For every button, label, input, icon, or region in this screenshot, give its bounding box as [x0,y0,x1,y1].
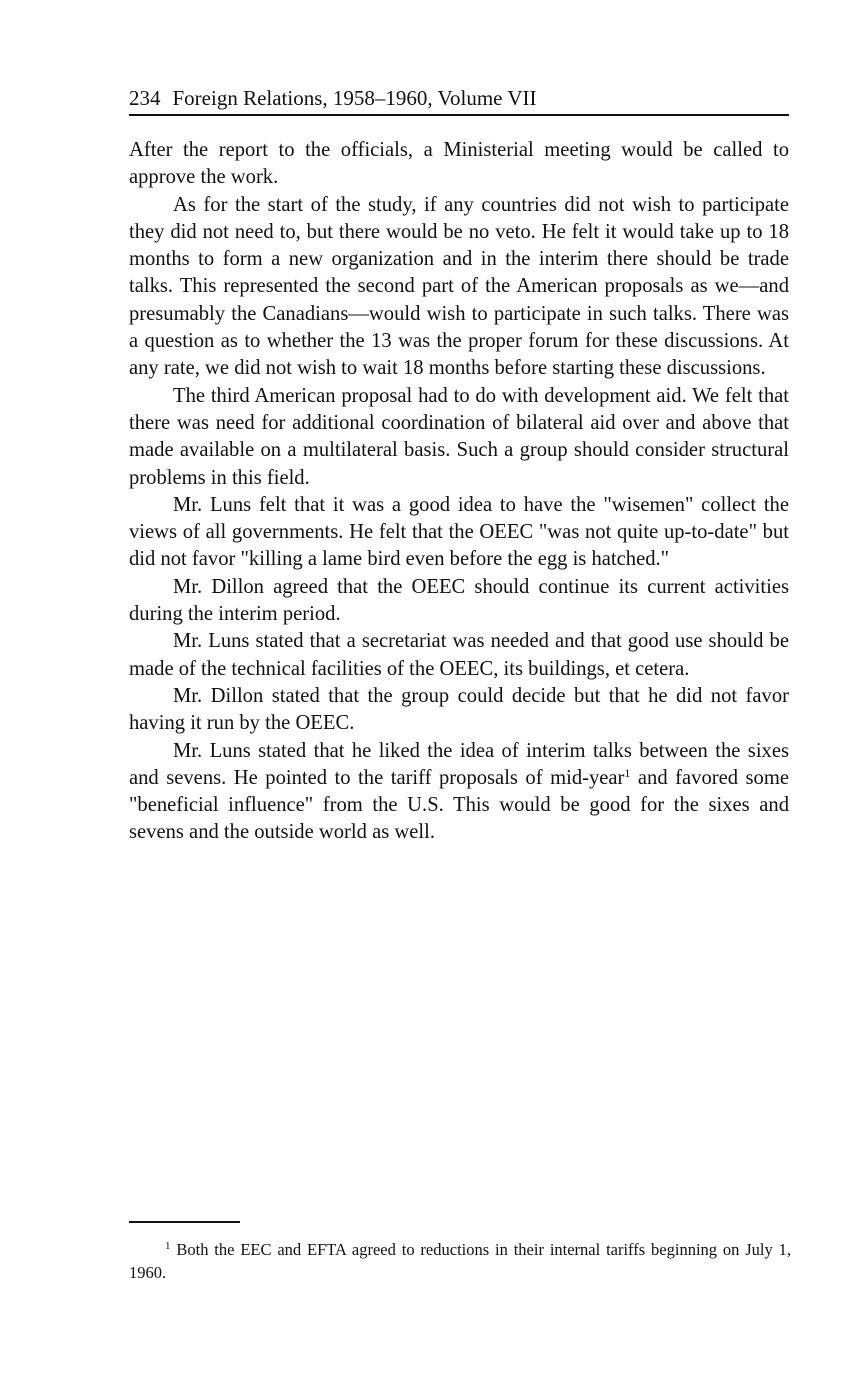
running-header [129,84,789,116]
paragraph: As for the start of the study, if any countries did not wish to participate they did not need to, but there would be no veto. He felt it would take up to 18 months to form a new organization and in the interim there should be trade talks. This represented the second part of the American proposals as we—and presumably the Canadians—would wish to participate in such talks. There was a question as to whether the 13 was the proper forum for these discussions. At any rate, we did not wish to wait 18 months before starting these discussions. [129,193,789,380]
paragraph: The third American proposal had to do with development aid. We felt that there was need for additional coordination of bilateral aid over and above that made available on a multilateral basis. Such a group should consider structural problems in this field. [129,384,789,489]
body-text [129,137,789,847]
volume-title: Foreign Relations, 1958–1960, Volume VII [172,86,537,110]
footnote-marker: 1 [165,1240,171,1252]
footnote [129,1238,791,1284]
paragraph-text: and favored some "beneficial influence" from the U.S. This would be good for the sixes and sevens and the outside world as well. [129,766,789,844]
paragraph [129,738,789,847]
paragraph-text: Mr. Luns stated that he liked the idea of interim talks between the sixes and sevens. He pointed to the tariff proposals of mid-year [129,739,789,789]
paragraph: Mr. Luns felt that it was a good idea to have the "wisemen" collect the views of all governments. He felt that the OEEC "was not quite up-to-date" but did not favor "killing a lame bird even before the egg is hatched." [129,493,789,571]
footnote-reference: 1 [624,765,631,780]
page-number: 234 [129,86,161,110]
footnote-text: Both the EEC and EFTA agreed to reductions in their internal tariffs beginning on July 1, 1960. [129,1240,791,1282]
paragraph: After the report to the officials, a Ministerial meeting would be called to approve the work. [129,139,789,189]
footnote-divider [129,1221,240,1223]
paragraph: Mr. Dillon agreed that the OEEC should continue its current activities during the interim period. [129,575,789,626]
paragraph: Mr. Luns stated that a secretariat was needed and that good use should be made of the technical facilities of the OEEC, its buildings, et cetera. [129,630,789,680]
paragraph: Mr. Dillon stated that the group could decide but that he did not favor having it run by the OEEC. [129,684,789,735]
